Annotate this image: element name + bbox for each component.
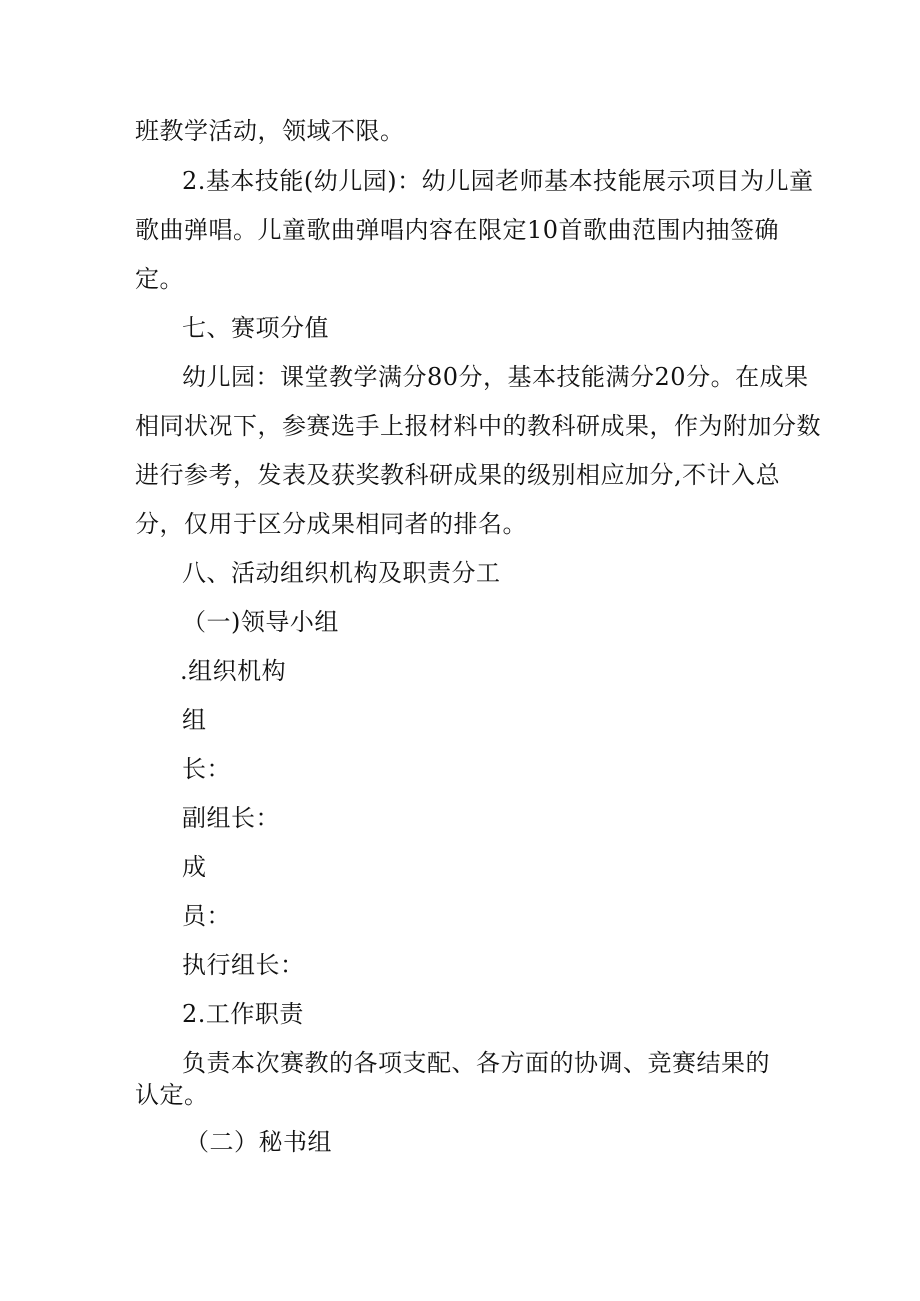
text-line: 歌曲弹唱。儿童歌曲弹唱内容在限定10首歌曲范围内抽签确 — [135, 216, 780, 244]
text-line: 2.基本技能(幼儿园)：幼儿园老师基本技能展示项目为儿童 — [182, 167, 814, 195]
text-line: .组织机构 — [180, 657, 287, 685]
text-line: 组 — [182, 706, 207, 734]
text-line: 成 — [182, 853, 207, 881]
subsection-heading: （二）秘书组 — [185, 1128, 332, 1156]
text-line: 相同状况下，参赛选手上报材料中的教科研成果，作为附加分数 — [135, 412, 821, 440]
text-line: 认定。 — [135, 1081, 209, 1109]
text-line: 定。 — [135, 265, 184, 293]
text-line: 班教学活动，领域不限。 — [135, 117, 405, 145]
text-line: 负责本次赛教的各项支配、各方面的协调、竞赛结果的 — [182, 1049, 770, 1077]
text-line: 分，仅用于区分成果相同者的排名。 — [135, 510, 527, 538]
section-heading: 八、活动组织机构及职责分工 — [182, 559, 501, 587]
section-heading: 七、赛项分值 — [182, 314, 329, 342]
text-line: 进行参考，发表及获奖教科研成果的级别相应加分,不计入总 — [135, 461, 781, 489]
text-line: 幼儿园：课堂教学满分80分，基本技能满分20分。在成果 — [182, 363, 809, 391]
text-line: 员： — [182, 902, 231, 930]
text-line: 长： — [182, 755, 231, 783]
subsection-heading: （一)领导小组 — [182, 608, 339, 636]
text-line: 执行组长： — [182, 951, 305, 979]
text-line: 2.工作职责 — [182, 1000, 304, 1028]
text-line: 副组长： — [182, 804, 280, 832]
